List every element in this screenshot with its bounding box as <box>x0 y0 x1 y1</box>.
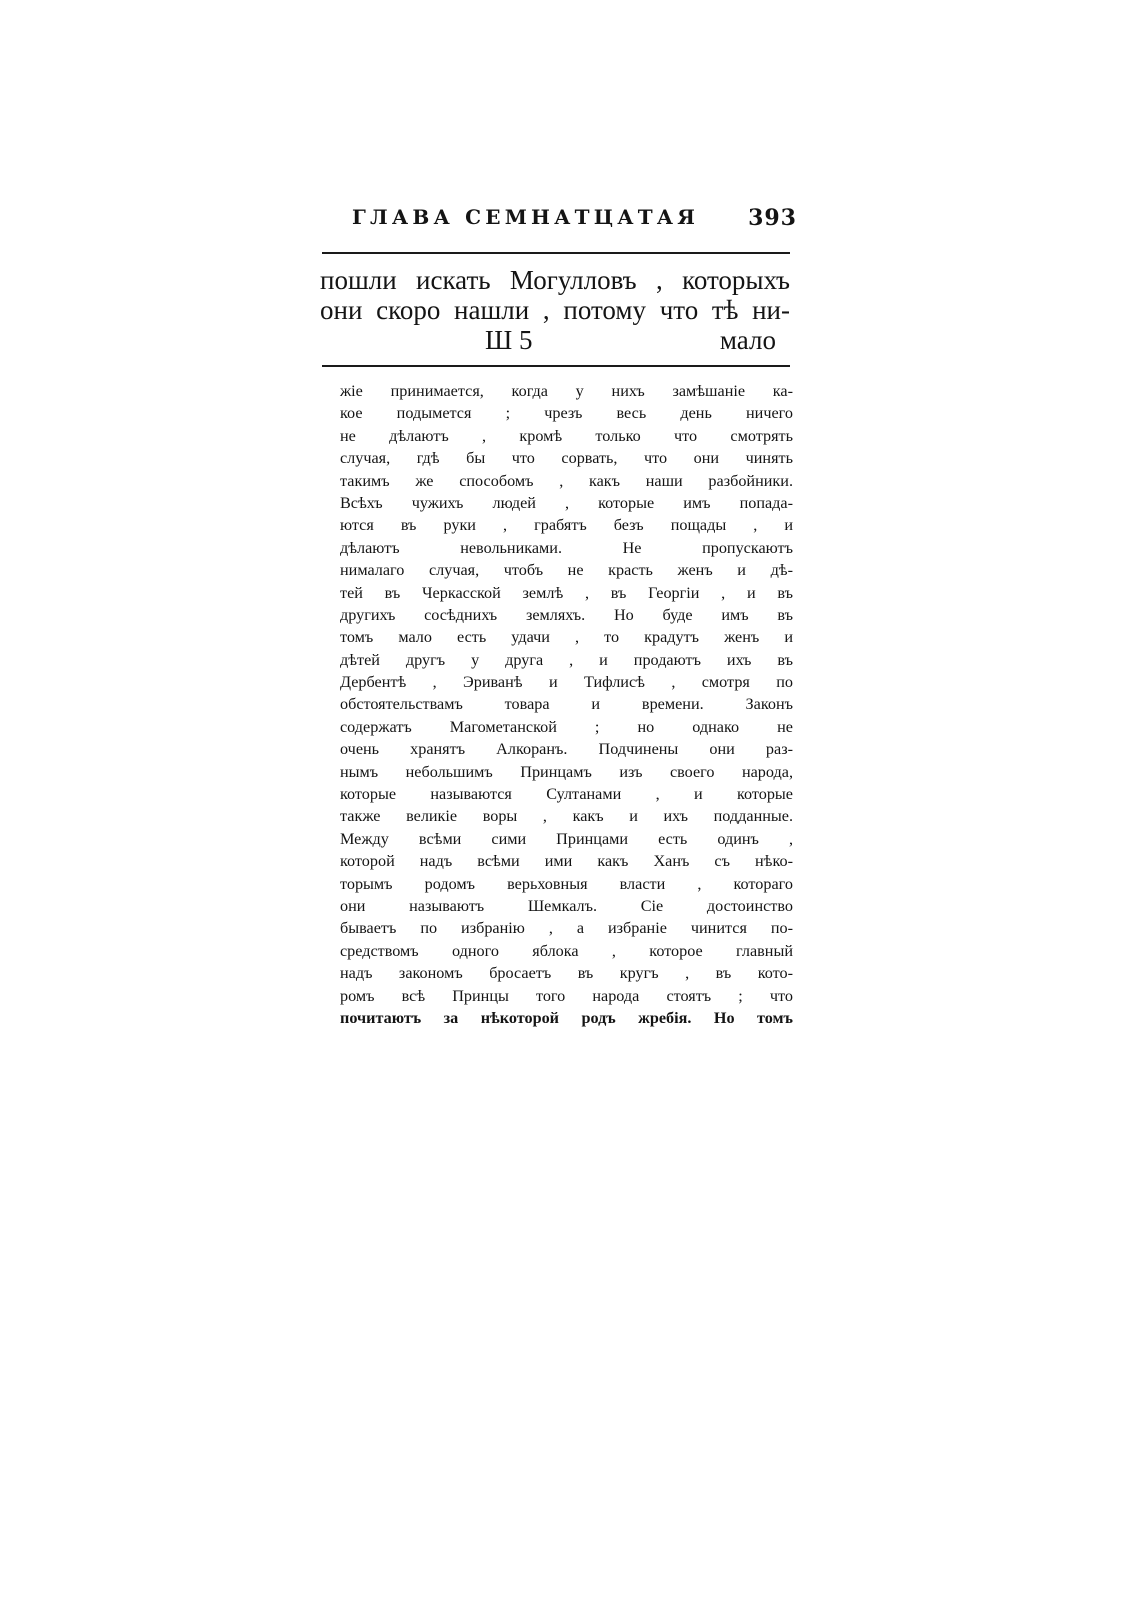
section-rule <box>322 365 790 367</box>
body-line: бываетъ по избранію , а избраніе чинится по- <box>340 919 793 938</box>
body-line: которой надъ всѣми ими какъ Ханъ съ нѣко- <box>340 852 793 871</box>
body-line: содержатъ Магометанской ; но однако не <box>340 717 793 736</box>
page-number: 393 <box>748 205 797 231</box>
body-line: Всѣхъ чужихъ людей , которые имъ попада- <box>340 493 793 512</box>
body-line: нималаго случая, чтобъ не красть женъ и дѣ- <box>340 561 793 580</box>
body-line: Между всѣми сими Принцами есть одинъ , <box>340 829 793 848</box>
body-line: также великіе воры , какъ и ихъ подданные. <box>340 807 793 826</box>
body-line: томъ мало есть удачи , то крадутъ женъ и <box>340 628 793 647</box>
header-rule <box>322 252 790 254</box>
signature-mark: Ш 5 <box>485 325 533 355</box>
body-line: средствомъ одного яблока , которое главный <box>340 941 793 960</box>
body-line: надъ закономъ бросаетъ въ кругъ , въ кото- <box>340 964 793 983</box>
body-line: дѣлаютъ невольниками. Не пропускаютъ <box>340 538 793 557</box>
running-head <box>352 205 797 237</box>
body-line: жіе принимается, когда у нихъ замѣшаніе ка- <box>340 382 793 400</box>
body-line: такимъ же способомъ , какъ наши разбойники. <box>340 471 793 490</box>
body-line: нымъ небольшимъ Принцамъ изъ своего народа, <box>340 762 793 781</box>
body-line: которые называются Султанами , и которые <box>340 785 793 804</box>
body-line: тей въ Черкасской землѣ , въ Георгіи , и въ <box>340 583 793 602</box>
body-line: другихъ сосѣднихъ земляхъ. Но буде имъ въ <box>340 605 793 624</box>
large-type-passage <box>320 265 790 355</box>
body-line: не дѣлаютъ , кромѣ только что смотрять <box>340 426 793 445</box>
body-line: очень хранятъ Алкоранъ. Подчинены они раз- <box>340 740 793 759</box>
running-title: ГЛАВА СЕМНАТЦАТАЯ <box>352 205 700 229</box>
body-line: они называютъ Шемкалъ. Сіе достоинство <box>340 896 793 915</box>
body-line: случая, гдѣ бы что сорвать, что они чинять <box>340 449 793 468</box>
body-line: ются въ руки , грабятъ безъ пощады , и <box>340 516 793 535</box>
catchword: мало <box>719 325 776 355</box>
body-line: кое подымется ; чрезъ весь день ничего <box>340 404 793 423</box>
body-text <box>340 380 793 1029</box>
body-line: ромъ всѣ Принцы того народа стоятъ ; что <box>340 986 793 1005</box>
large-text-line: пошли искать Могулловъ , которыхъ <box>320 265 790 295</box>
body-line: торымъ родомъ верьховныя власти , котораго <box>340 874 793 893</box>
body-line: почитаютъ за нѣкоторой родъ жребія. Но томъ <box>340 1008 793 1027</box>
signature-line <box>320 325 790 355</box>
body-line: дѣтей другъ у друга , и продаютъ ихъ въ <box>340 650 793 669</box>
body-line: Дербентѣ , Эриванѣ и Тифлисѣ , смотря по <box>340 673 793 692</box>
large-text-line: они скоро нашли , потому что тѣ ни- <box>320 295 790 325</box>
body-line: обстоятельствамъ товара и времени. Законъ <box>340 695 793 714</box>
